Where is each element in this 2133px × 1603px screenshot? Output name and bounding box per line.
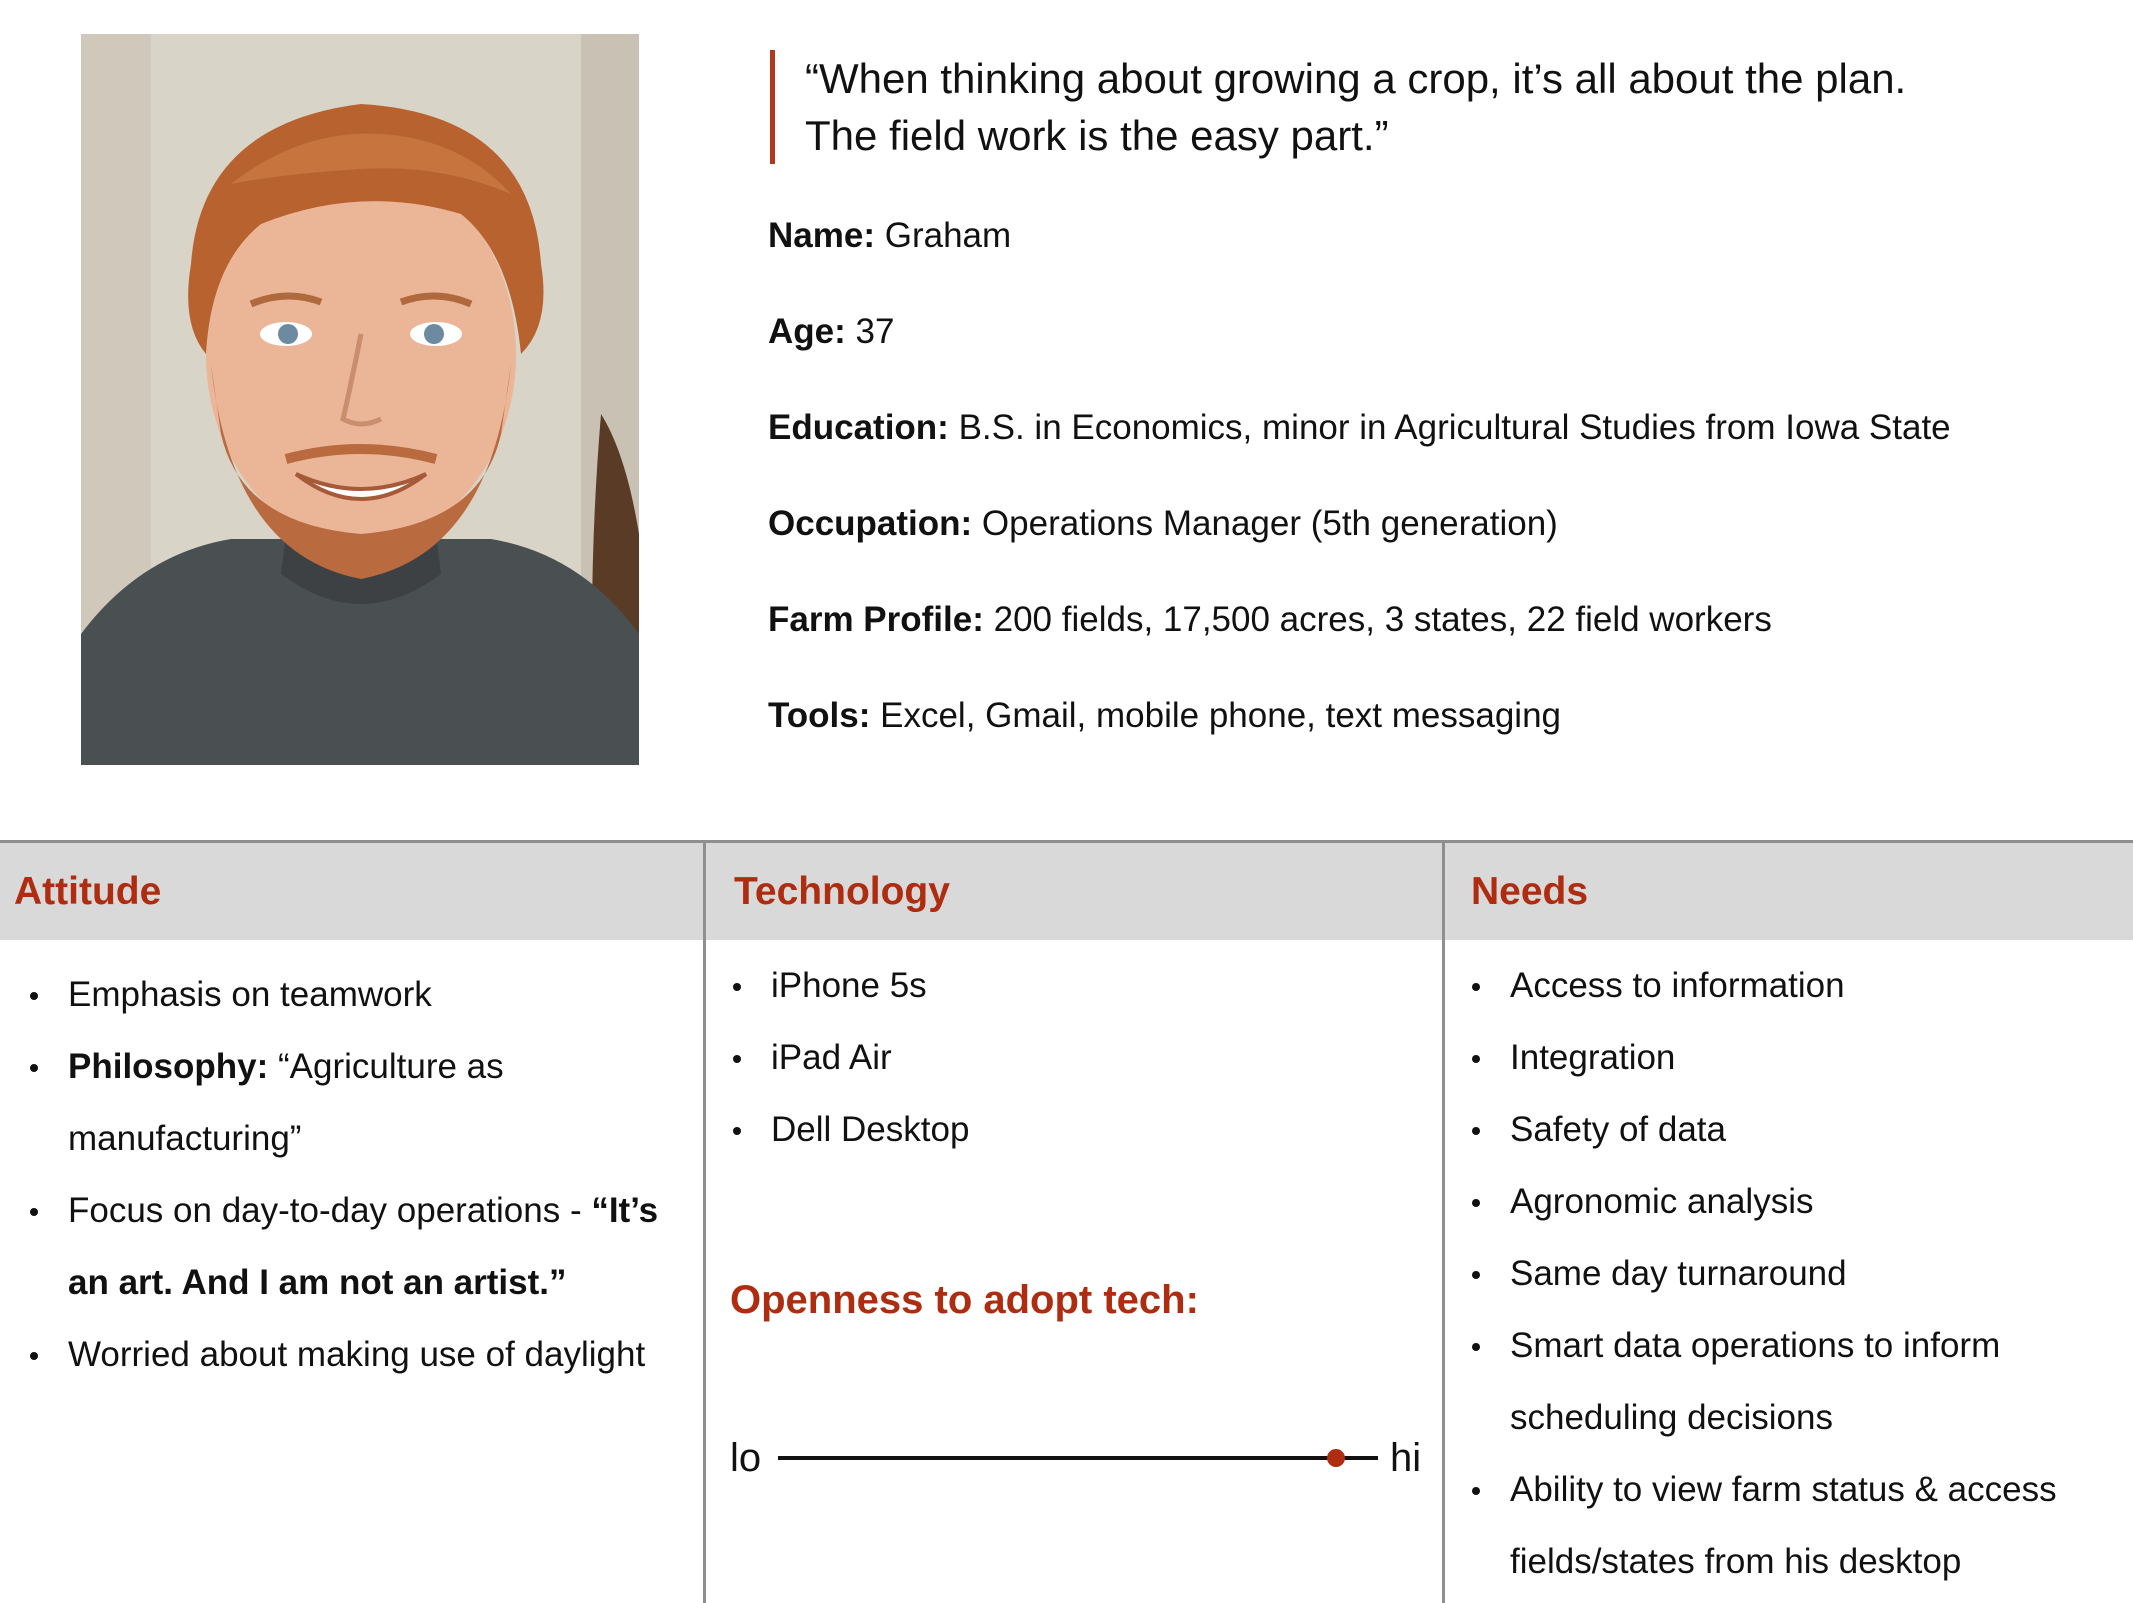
list-item <box>1472 1310 2122 1454</box>
list-item <box>1472 1166 2122 1238</box>
attitude-item-text: “Agriculture as manufacturing” <box>68 1047 504 1158</box>
profile-tools-value: Excel, Gmail, mobile phone, text messaging <box>880 696 1562 735</box>
list-item <box>30 1175 670 1319</box>
needs-item-text: Agronomic analysis <box>1510 1182 1814 1221</box>
profile-name-label: Name: <box>768 216 875 255</box>
technology-heading: Technology <box>706 843 1445 940</box>
needs-item-text: Safety of data <box>1510 1110 1726 1149</box>
list-item <box>30 959 670 1031</box>
openness-scale-track <box>778 1443 1378 1473</box>
profile-education <box>768 404 1951 452</box>
profile-tools-label: Tools: <box>768 696 871 735</box>
technology-item-text: Dell Desktop <box>771 1110 970 1149</box>
profile-education-value: B.S. in Economics, minor in Agricultural Studies from Iowa State <box>958 408 1951 447</box>
attitude-item-bold: Philosophy: <box>68 1047 269 1086</box>
profile-name-value: Graham <box>884 216 1012 255</box>
profile-education-label: Education: <box>768 408 949 447</box>
profile-farm-value: 200 fields, 17,500 acres, 3 states, 22 field workers <box>993 600 1772 639</box>
profile-occupation-value: Operations Manager (5th generation) <box>981 504 1558 543</box>
technology-column <box>703 843 1445 1603</box>
scale-lo-label: lo <box>730 1436 762 1480</box>
needs-heading: Needs <box>1445 843 2133 940</box>
profile-name <box>768 212 1011 260</box>
profile-age <box>768 308 894 356</box>
attitude-heading: Attitude <box>0 843 703 940</box>
attitude-list <box>30 959 670 1391</box>
list-item <box>733 950 1413 1022</box>
quote-line-2: The field work is the easy part.” <box>805 112 1389 159</box>
profile-age-label: Age: <box>768 312 846 351</box>
openness-title: Openness to adopt tech: <box>730 1278 1199 1322</box>
list-item <box>1472 1022 2122 1094</box>
attitude-item-text: Worried about making use of daylight <box>68 1335 646 1374</box>
persona-quote <box>770 50 2105 164</box>
technology-list <box>733 950 1413 1166</box>
list-item <box>733 1094 1413 1166</box>
needs-item-text: Smart data operations to inform scheduling decisions <box>1510 1326 2001 1437</box>
needs-item-text: Same day turnaround <box>1510 1254 1847 1293</box>
persona-details-table <box>0 840 2133 1603</box>
list-item <box>733 1022 1413 1094</box>
list-item <box>1472 950 2122 1022</box>
scale-hi-label: hi <box>1390 1436 1422 1480</box>
needs-item-text: Integration <box>1510 1038 1676 1077</box>
list-item <box>1472 1238 2122 1310</box>
list-item <box>30 1319 670 1391</box>
profile-occupation <box>768 500 1558 548</box>
persona-photo <box>81 34 639 765</box>
persona-portrait-image <box>81 34 639 765</box>
technology-item-text: iPad Air <box>771 1038 892 1077</box>
quote-line-1: “When thinking about growing a crop, it’s all about the plan. <box>805 55 1907 102</box>
needs-column <box>1442 843 2133 1603</box>
attitude-item-text: Focus on day-to-day operations - <box>68 1191 592 1230</box>
needs-item-text: Access to information <box>1510 966 1845 1005</box>
openness-scale <box>730 1433 1430 1493</box>
openness-marker <box>1327 1449 1345 1467</box>
profile-age-value: 37 <box>855 312 895 351</box>
list-item <box>1472 1094 2122 1166</box>
list-item <box>1472 1454 2122 1598</box>
attitude-column <box>0 843 703 1603</box>
profile-farm-label: Farm Profile: <box>768 600 984 639</box>
technology-item-text: iPhone 5s <box>771 966 927 1005</box>
needs-list <box>1472 950 2122 1598</box>
profile-tools <box>768 692 1561 740</box>
attitude-item-bold: “It’s an art. And I am not an artist.” <box>68 1191 659 1302</box>
attitude-item-text: Emphasis on teamwork <box>68 975 432 1014</box>
list-item <box>30 1031 670 1175</box>
profile-farm <box>768 596 1772 644</box>
needs-item-text: Ability to view farm status & access fields/states from his desktop <box>1510 1470 2057 1581</box>
profile-occupation-label: Occupation: <box>768 504 973 543</box>
